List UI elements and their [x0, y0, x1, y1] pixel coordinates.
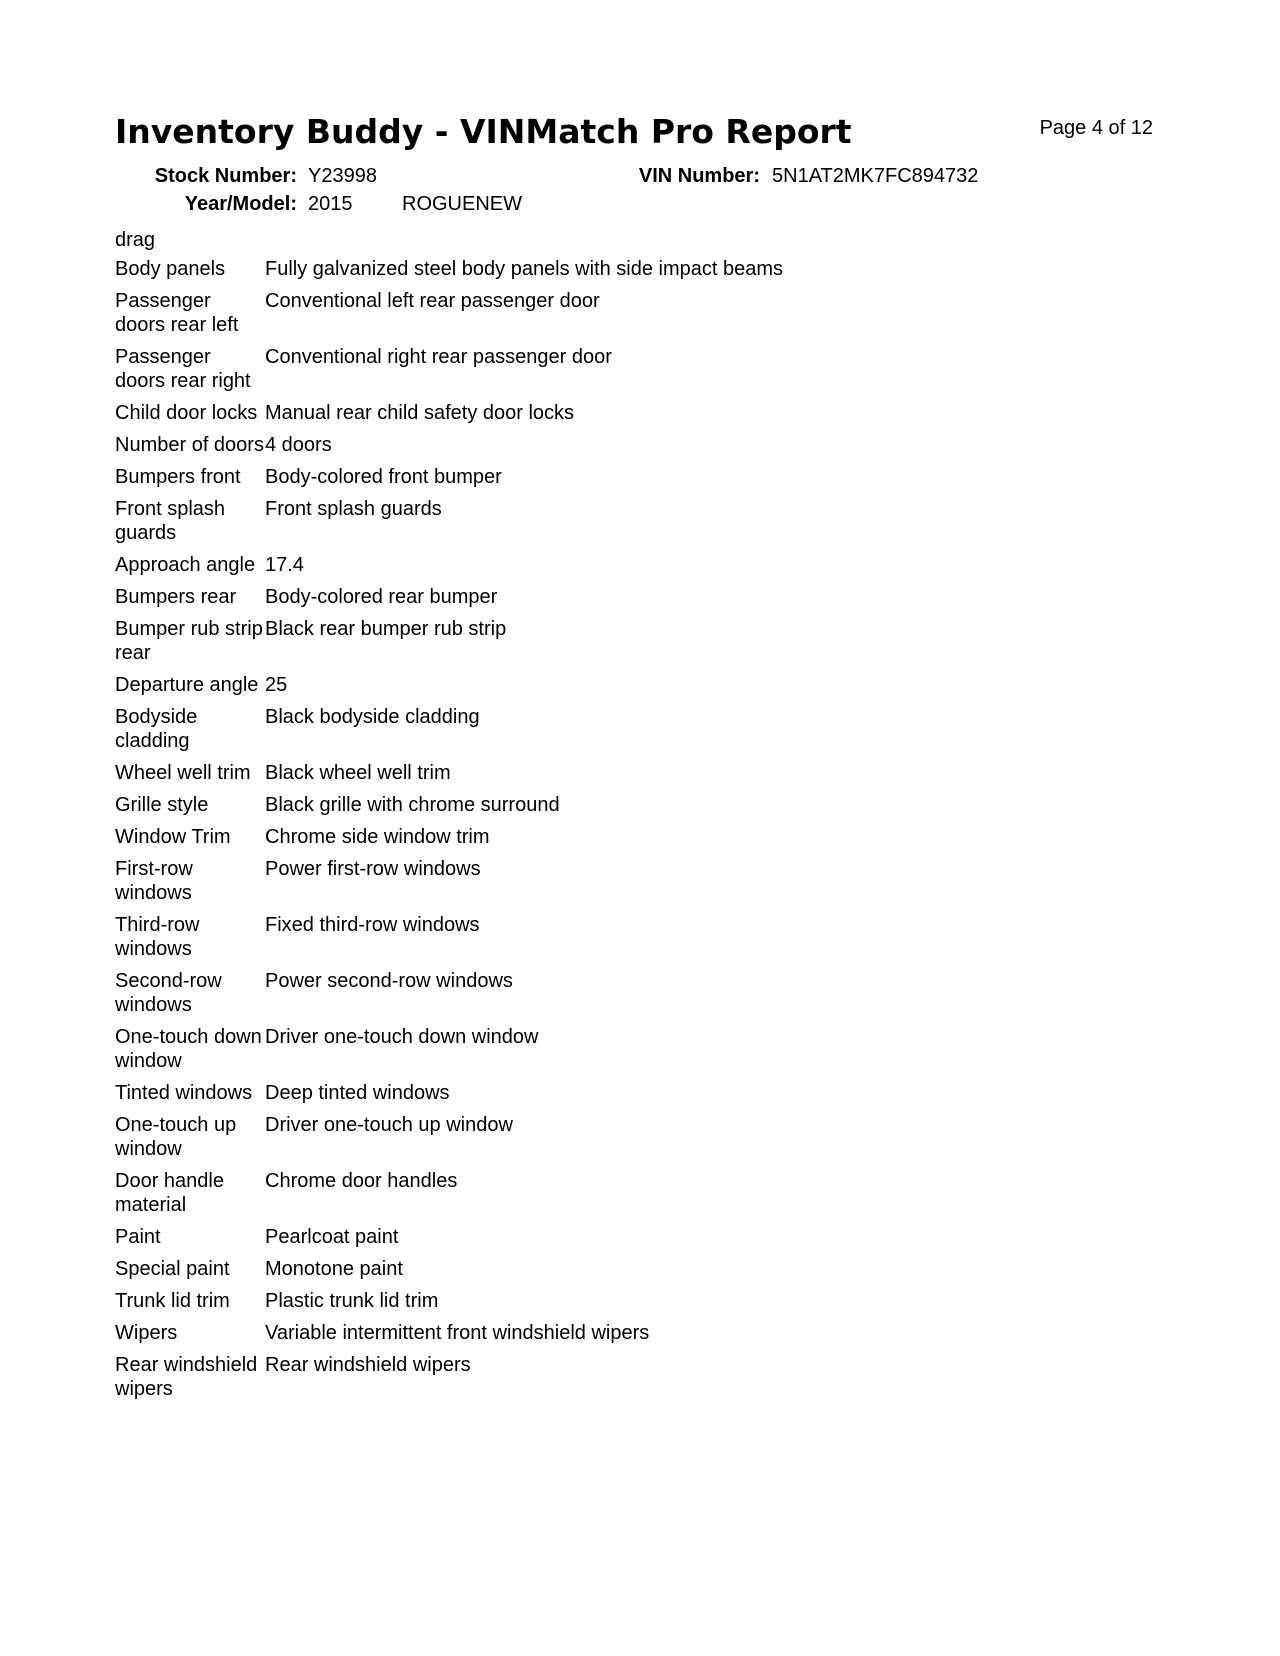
spec-row [115, 705, 915, 761]
spec-row [115, 673, 915, 705]
spec-value: Black bodyside cladding [265, 706, 480, 728]
spec-value: Conventional left rear passenger door [265, 290, 600, 312]
spec-value: Driver one-touch up window [265, 1114, 513, 1136]
spec-row [115, 1225, 915, 1257]
spec-row [115, 345, 915, 401]
spec-label: Paint [115, 1226, 161, 1248]
spec-row [115, 617, 915, 673]
spec-row [115, 913, 915, 969]
spec-value: Monotone paint [265, 1258, 403, 1280]
stock-number-label: Stock Number: [154, 165, 297, 187]
spec-row [115, 1321, 915, 1353]
spec-label: Bodyside cladding [115, 706, 198, 752]
spec-label: Wheel well trim [115, 762, 251, 784]
spec-row [115, 1257, 915, 1289]
spec-label: Wipers [115, 1322, 178, 1344]
spec-value: Body-colored rear bumper [265, 586, 498, 608]
spec-row [115, 857, 915, 913]
spec-value: Body-colored front bumper [265, 466, 502, 488]
year-value: 2015 [308, 193, 353, 215]
spec-value: Chrome door handles [265, 1170, 458, 1192]
spec-label: First-row windows [115, 858, 193, 904]
spec-row [115, 289, 915, 345]
spec-row [115, 969, 915, 1025]
spec-label: Special paint [115, 1258, 230, 1280]
spec-label: Door handle material [115, 1170, 224, 1216]
spec-label: Passenger doors rear right [115, 346, 251, 392]
spec-value: Rear windshield wipers [265, 1354, 471, 1376]
spec-label: Number of doors [115, 434, 264, 456]
year-model-label: Year/Model: [184, 193, 297, 215]
spec-label: Front splash guards [115, 498, 226, 544]
spec-value: Conventional right rear passenger door [265, 346, 612, 368]
spec-label: Body panels [115, 258, 226, 280]
spec-label: Bumper rub strip rear [115, 618, 263, 664]
spec-label: Bumpers rear [115, 586, 237, 608]
spec-value: Black rear bumper rub strip [265, 618, 507, 640]
continued-text: drag [115, 229, 156, 251]
spec-label: Child door locks [115, 402, 258, 424]
spec-label: Rear windshield wipers [115, 1354, 258, 1400]
spec-label: Grille style [115, 794, 209, 816]
spec-row [115, 585, 915, 617]
spec-value: 17.4 [265, 554, 304, 576]
vin-label: VIN Number: [638, 165, 760, 187]
spec-value: Manual rear child safety door locks [265, 402, 575, 424]
spec-value: Chrome side window trim [265, 826, 490, 848]
spec-label: Window Trim [115, 826, 231, 848]
spec-row [115, 1081, 915, 1113]
spec-table [115, 257, 915, 1409]
spec-value: Power first-row windows [265, 858, 481, 880]
spec-row [115, 433, 915, 465]
spec-label: Second-row windows [115, 970, 222, 1016]
page-indicator: Page 4 of 12 [1039, 117, 1153, 139]
spec-label: Tinted windows [115, 1082, 253, 1104]
spec-row [115, 401, 915, 433]
spec-label: One-touch up window [115, 1114, 237, 1160]
spec-value: Variable intermittent front windshield wipers [265, 1322, 650, 1344]
spec-row [115, 553, 915, 585]
spec-row [115, 257, 915, 289]
spec-row [115, 825, 915, 857]
spec-value: Fully galvanized steel body panels with side impact beams [265, 258, 784, 280]
spec-value: Power second-row windows [265, 970, 513, 992]
spec-label: Passenger doors rear left [115, 290, 239, 336]
spec-label: Trunk lid trim [115, 1290, 230, 1312]
model-value: ROGUENEW [402, 193, 522, 215]
spec-value: Black wheel well trim [265, 762, 451, 784]
spec-value: Pearlcoat paint [265, 1226, 399, 1248]
spec-row [115, 793, 915, 825]
spec-label: Approach angle [115, 554, 256, 576]
spec-row [115, 1353, 915, 1409]
spec-row [115, 465, 915, 497]
spec-label: Departure angle [115, 674, 259, 696]
spec-label: Third-row windows [115, 914, 200, 960]
spec-value: Deep tinted windows [265, 1082, 450, 1104]
spec-row [115, 1025, 915, 1081]
spec-row [115, 761, 915, 793]
spec-label: One-touch down window [115, 1026, 262, 1072]
spec-row [115, 1289, 915, 1321]
spec-value: Black grille with chrome surround [265, 794, 560, 816]
spec-value: 4 doors [265, 434, 332, 456]
spec-value: Plastic trunk lid trim [265, 1290, 439, 1312]
spec-value: Driver one-touch down window [265, 1026, 539, 1048]
vin-value: 5N1AT2MK7FC894732 [772, 165, 979, 187]
spec-label: Bumpers front [115, 466, 241, 488]
spec-row [115, 1169, 915, 1225]
spec-value: Fixed third-row windows [265, 914, 480, 936]
spec-value: Front splash guards [265, 498, 442, 520]
stock-number-value: Y23998 [308, 165, 377, 187]
spec-row [115, 497, 915, 553]
spec-value: 25 [265, 674, 288, 696]
report-title: Inventory Buddy - VINMatch Pro Report [115, 112, 852, 151]
spec-row [115, 1113, 915, 1169]
